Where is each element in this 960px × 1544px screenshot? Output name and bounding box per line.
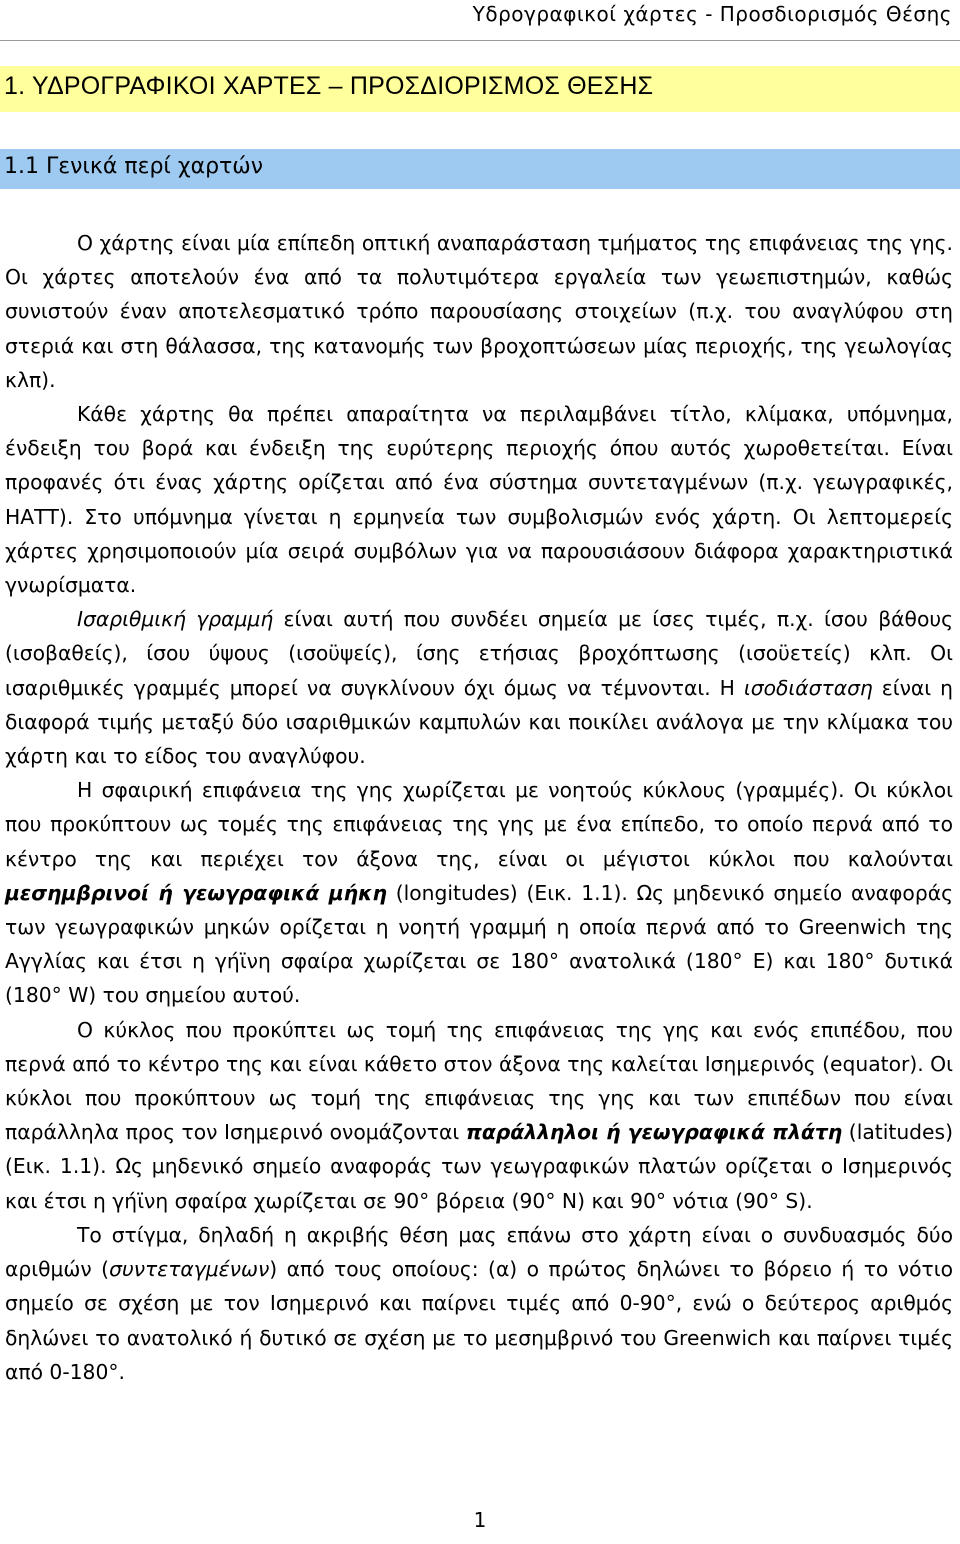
chapter-heading: 1. ΥΔΡΟΓΡΑΦΙΚΟΙ ΧΑΡΤΕΣ – ΠΡΟΣΔΙΟΡΙΣΜΟΣ ΘΕΣΗΣ (4, 72, 654, 100)
term-coordinates: συντεταγμένων (109, 1257, 270, 1282)
header-rule (0, 40, 960, 41)
term-isarithmic-line: Ισαριθμική γραμμή (77, 607, 274, 632)
body-text (5, 226, 953, 1389)
paragraph (5, 602, 953, 773)
paragraph-text: Η σφαιρική επιφάνεια της γης χωρίζεται με νοητούς κύκλους (γραμμές). Οι κύκλοι που προκύπτουν ως τομές της επιφάνειας της γης με ένα επίπεδο, το οποίο περνά από το κέντρο της και περιέχει τον άξονα της, είναι οι μέγιστοι κύκλοι που καλούνται (5, 778, 953, 871)
paragraph-text: Κάθε χάρτης θα πρέπει απαραίτητα να περιλαμβάνει τίτλο, κλίμακα, υπόμνημα, ένδειξη του βορά και ένδειξη της ευρύτερης περιοχής όπου αυτός χωροθετείται. Είναι προφανές ότι ένας χάρτης ορίζεται από ένα σύστημα συντεταγμένων (π.χ. γεωγραφικές, ΗΑΤΤ). Στο υπόμνημα γίνεται η ερμηνεία των συμβολισμών ενός χάρτη. Οι λεπτομερείς χάρτες χρησιμοποιούν μία σειρά συμβόλων για να παρουσιάσουν διάφορα χαρακτηριστικά γνωρίσματα. (5, 402, 953, 598)
paragraph-text: (latitudes) (Εικ. 1.1). Ως μηδενικό σημείο αναφοράς των γεωγραφικών πλατών ορίζεται ο Ισημερινός και έτσι η γήϊνη σφαίρα χωρίζεται σε 90° βόρεια (90° N) και 90° νότια (90° S). (5, 1120, 953, 1213)
term-parallels: παράλληλοι ή γεωγραφικά πλάτη (465, 1120, 843, 1145)
section-heading-band (0, 149, 960, 189)
paragraph-text: (longitudes) (Εικ. 1.1). Ως μηδενικό σημείο αναφοράς των γεωγραφικών μηκών ορίζεται η νοητή γραμμή η οποία περνά από το Greenwich της Αγγλίας και έτσι η γήϊνη σφαίρα χωρίζεται σε 180° ανατολικά (180° Ε) και 180° δυτικά (180° W) του σημείου αυτού. (5, 880, 953, 1008)
running-header: Υδρογραφικοί χάρτες - Προσδιορισμός Θέσης (472, 2, 952, 26)
paragraph-text: είναι αυτή που συνδέει σημεία με ίσες τιμές, π.χ. ίσου βάθους (ισοβαθείς), ίσου ύψους (ισοϋψείς), ίσης ετήσιας βροχόπτωσης (ισοϋετείς) κλπ. Οι ισαριθμικές γραμμές μπορεί να συγκλίνουν όχι όμως να τέμνονται. Η (5, 607, 953, 700)
paragraph (5, 1218, 953, 1389)
paragraph-text: είναι η διαφορά τιμής μεταξύ δύο ισαριθμικών καμπυλών και ποικίλει ανάλογα με την κλίμακα του χάρτη και το είδος του αναγλύφου. (5, 675, 954, 769)
paragraph-text: ) από τους οποίους: (α) ο πρώτος δηλώνει το βόρειο ή το νότιο σημείο σε σχέση με τον Ισημερινό και παίρνει τιμές από 0-90°, ενώ ο δεύτερος αριθμός δηλώνει το ανατολικό ή δυτικό σε σχέση με το μεσημβρινό του Greenwich και παίρνει τιμές από 0-180°. (5, 1257, 954, 1384)
paragraph (5, 226, 953, 397)
paragraph (5, 397, 953, 602)
chapter-heading-band (0, 66, 960, 112)
term-meridians: μεσημβρινοί ή γεωγραφικά μήκη (5, 880, 387, 905)
paragraph (5, 773, 953, 1012)
term-contour-interval: ισοδιάσταση (743, 675, 873, 700)
section-heading: 1.1 Γενικά περί χαρτών (4, 154, 263, 179)
page-number: 1 (473, 1508, 487, 1532)
paragraph (5, 1013, 953, 1218)
paragraph-text: Ο χάρτης είναι μία επίπεδη οπτική αναπαράσταση τμήματος της επιφάνειας της γης. Οι χάρτες αποτελούν ένα από τα πολυτιμότερα εργαλεία των γεωεπιστημών, καθώς συνιστούν έναν αποτελεσματικό τρόπο παρουσίασης στοιχείων (π.χ. του αναγλύφου στη στεριά και στη θάλασσα, της κατανομής των βροχοπτώσεων μίας περιοχής, της γεωλογίας κλπ). (5, 231, 953, 392)
paragraph-text: Το στίγμα, δηλαδή η ακριβής θέση μας επάνω στο χάρτη είναι ο συνδυασμός δύο αριθμών ( (5, 1222, 953, 1282)
paragraph-text: Ο κύκλος που προκύπτει ως τομή της επιφάνειας της γης και ενός επιπέδου, που περνά από το κέντρο της και είναι κάθετο στον άξονα της καλείται Ισημερινός (equator). Οι κύκλοι που προκύπτουν ως τομή της επιφάνειας της γης και των επιπέδων που είναι παράλληλα προς τον Ισημερινό ονομάζονται (5, 1017, 953, 1145)
